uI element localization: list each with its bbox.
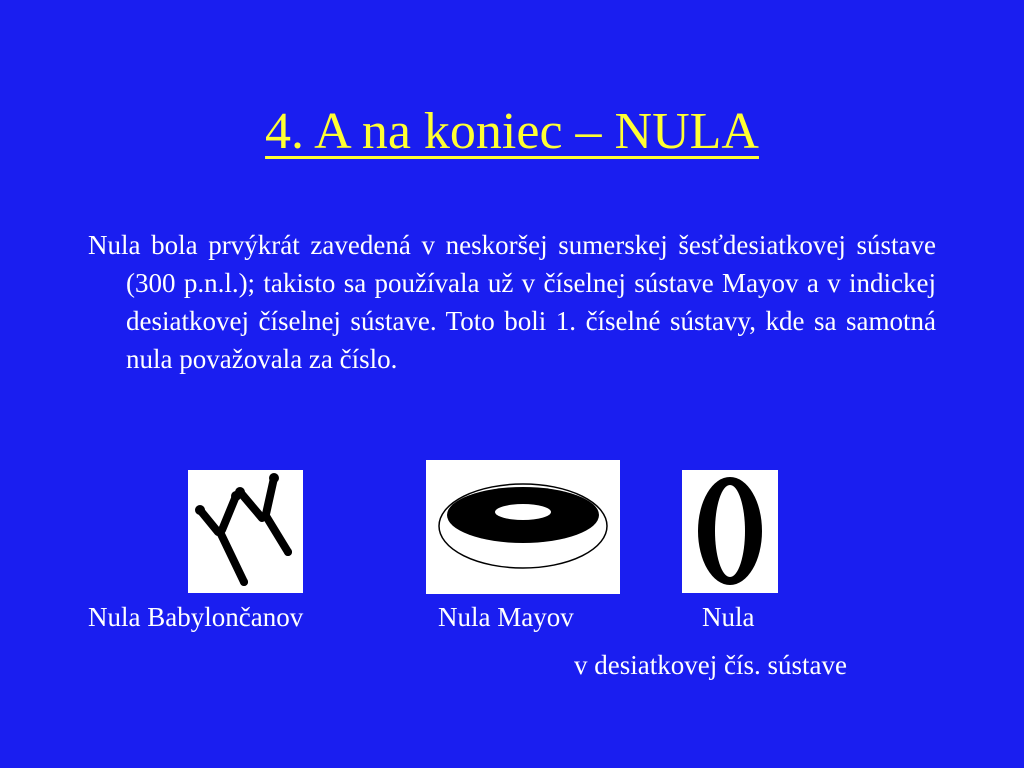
decimal-zero-icon bbox=[682, 470, 778, 593]
mayan-zero-icon bbox=[426, 460, 620, 594]
babylonian-zero-icon bbox=[188, 470, 303, 593]
caption-mayan-zero: Nula Mayov bbox=[438, 602, 574, 632]
slide-title-text: 4. A na koniec – NULA bbox=[265, 103, 759, 160]
slide-title bbox=[0, 96, 1024, 168]
caption-decimal-zero-subtitle: v desiatkovej čís. sústave bbox=[574, 650, 847, 680]
caption-babylonian-zero: Nula Babylončanov bbox=[88, 602, 304, 632]
mayan-zero-drawing bbox=[426, 460, 620, 594]
body-paragraph: Nula bola prvýkrát zavedená v neskoršej sumerskej šesťdesiatkovej sústave (300 p.n.l.); takisto sa používala už v číselnej sústave Mayov a v indickej desiatkovej číselnej sústave. Toto boli 1. číselné sústavy, kde sa samotná nula považovala za číslo. bbox=[88, 230, 936, 374]
decimal-zero-drawing bbox=[682, 470, 778, 593]
babylonian-zero-drawing bbox=[188, 470, 303, 593]
caption-decimal-zero: Nula bbox=[702, 602, 755, 632]
